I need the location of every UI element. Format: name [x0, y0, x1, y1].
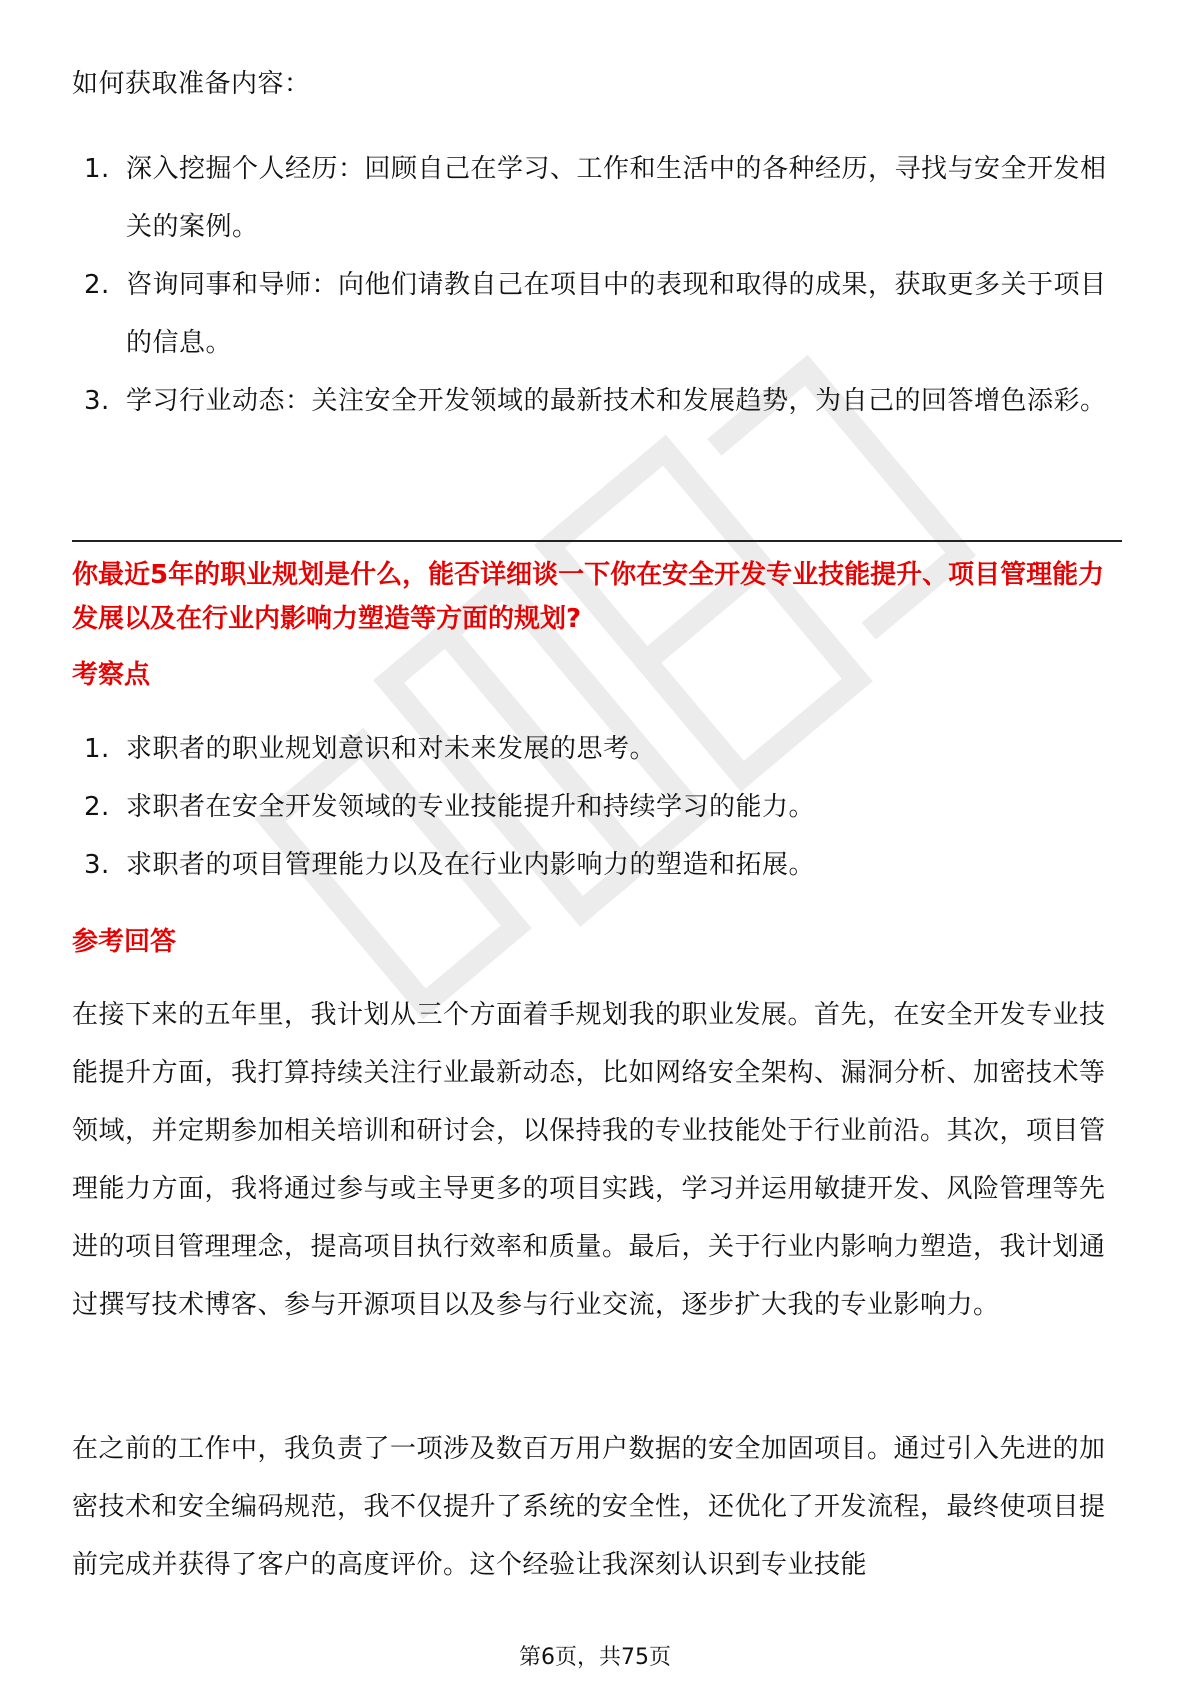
- list-number: 3.: [84, 850, 110, 880]
- list-text: 深入挖掘个人经历：回顾自己在学习、工作和生活中的各种经历，寻找与安全开发相关的案例。: [126, 154, 1107, 242]
- list-text: 咨询同事和导师：向他们请教自己在项目中的表现和取得的成果，获取更多关于项目的信息。: [126, 270, 1107, 358]
- list-number: 1.: [84, 154, 110, 184]
- list-item: [72, 256, 1122, 372]
- list-item: [72, 372, 1122, 430]
- exam-points-list: [72, 720, 1122, 894]
- list-number: 2.: [84, 270, 110, 300]
- list-text: 求职者在安全开发领域的专业技能提升和持续学习的能力。: [126, 792, 816, 822]
- list-number: 2.: [84, 792, 110, 822]
- page-footer: 第6页，共75页: [519, 1645, 671, 1670]
- prep-list: [72, 140, 1122, 430]
- list-item: [72, 720, 1122, 778]
- list-text: 求职者的职业规划意识和对未来发展的思考。: [126, 734, 657, 764]
- list-text: 求职者的项目管理能力以及在行业内影响力的塑造和拓展。: [126, 850, 816, 880]
- answer-paragraph: 在接下来的五年里，我计划从三个方面着手规划我的职业发展。首先，在安全开发专业技能提升方面，我打算持续关注行业最新动态，比如网络安全架构、漏洞分析、加密技术等领域，并定期参加相关培训和研讨会，以保持我的专业技能处于行业前沿。其次，项目管理能力方面，我将通过参与或主导更多的项目实践，学习并运用敏捷开发、风险管理等先进的项目管理理念，提高项目执行效率和质量。最后，关于行业内影响力塑造，我计划通过撰写技术博客、参与开源项目以及参与行业交流，逐步扩大我的专业影响力。: [72, 1000, 1106, 1320]
- intro-text: 如何获取准备内容：: [72, 69, 311, 99]
- reference-answer-heading: 参考回答: [72, 927, 177, 957]
- list-item: [72, 778, 1122, 836]
- list-text: 学习行业动态：关注安全开发领域的最新技术和发展趋势，为自己的回答增色添彩。: [126, 386, 1107, 416]
- list-item: [72, 140, 1122, 256]
- list-number: 3.: [84, 386, 110, 416]
- answer-paragraph: 在之前的工作中，我负责了一项涉及数百万用户数据的安全加固项目。通过引入先进的加密技术和安全编码规范，我不仅提升了系统的安全性，还优化了开发流程，最终使项目提前完成并获得了客户的高度评价。这个经验让我深刻认识到专业技能: [72, 1434, 1106, 1580]
- exam-points-heading: 考察点: [72, 660, 151, 690]
- question-heading: 你最近5年的职业规划是什么，能否详细谈一下你在安全开发专业技能提升、项目管理能力发展以及在行业内影响力塑造等方面的规划?: [72, 560, 1105, 634]
- section-divider: [72, 540, 1122, 542]
- list-item: [72, 836, 1122, 894]
- list-number: 1.: [84, 734, 110, 764]
